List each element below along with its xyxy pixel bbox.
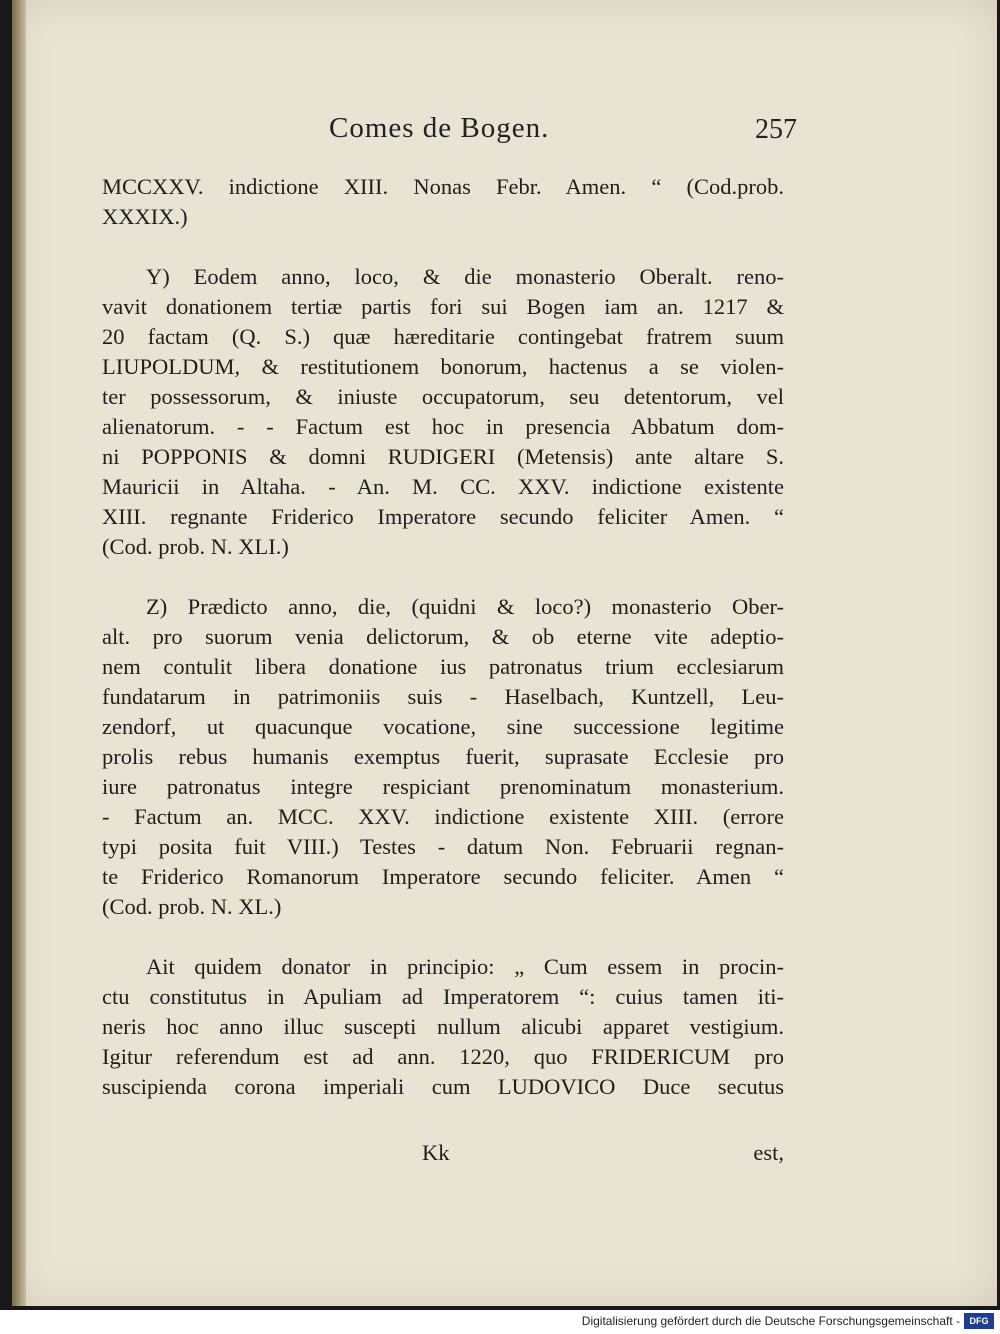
digitization-credit: Digitalisierung gefördert durch die Deutsche Forschungsgemeinschaft - xyxy=(581,1314,960,1328)
catchword: est, xyxy=(753,1140,784,1165)
paragraph-p3 xyxy=(102,592,784,922)
dfg-logo: DFG xyxy=(964,1313,994,1329)
body-text xyxy=(102,172,784,1102)
text-line: Igitur referendum est ad ann. 1220, quo FRIDERICUM pro xyxy=(102,1044,784,1069)
text-line: neris hoc anno illuc suscepti nullum alicubi apparet vestigium. xyxy=(102,1014,784,1039)
text-line: Mauricii in Altaha. - An. M. CC. XXV. indictione existente xyxy=(102,474,784,499)
text-line: ctu constitutus in Apuliam ad Imperatorem “: cuius tamen iti- xyxy=(102,984,784,1009)
book-page xyxy=(12,0,997,1306)
text-line: prolis rebus humanis exemptus fuerit, suprasate Ecclesie pro xyxy=(102,744,784,769)
text-line: Y) Eodem anno, loco, & die monasterio Oberalt. reno- xyxy=(146,264,784,289)
text-line: LIUPOLDUM, & restitutionem bonorum, hactenus a se violen- xyxy=(102,354,784,379)
text-line: MCCXXV. indictione XIII. Nonas Febr. Amen. “ (Cod.prob. xyxy=(102,174,784,199)
signature-mark: Kk xyxy=(422,1140,450,1165)
text-line: ter possessorum, & iniuste occupatorum, seu detentorum, vel xyxy=(102,384,784,409)
text-line: 20 factam (Q. S.) quæ hæreditarie contingebat fratrem suum xyxy=(102,324,784,349)
paragraph-p4 xyxy=(102,952,784,1102)
text-line: XIII. regnante Friderico Imperatore secundo feliciter Amen. “ xyxy=(102,504,784,529)
text-line: (Cod. prob. N. XL.) xyxy=(102,894,282,919)
text-line: nem contulit libera donatione ius patronatus trium ecclesiarum xyxy=(102,654,784,679)
running-title: Comes de Bogen. xyxy=(329,112,550,144)
text-line: alienatorum. - - Factum est hoc in presencia Abbatum dom- xyxy=(102,414,784,439)
page-header xyxy=(107,112,797,152)
text-line: iure patronatus integre respiciant prenominatum monasterium. xyxy=(102,774,784,799)
page-footer xyxy=(102,1140,784,1170)
page-number: 257 xyxy=(755,114,797,145)
paragraph-p1 xyxy=(102,172,784,232)
text-line: (Cod. prob. N. XLI.) xyxy=(102,534,289,559)
text-line: typi posita fuit VIII.) Testes - datum Non. Februarii regnan- xyxy=(102,834,784,859)
paragraph-p2 xyxy=(102,262,784,562)
text-line: te Friderico Romanorum Imperatore secundo feliciter. Amen “ xyxy=(102,864,784,889)
credit-bar xyxy=(0,1310,1000,1334)
text-line: Ait quidem donator in principio: „ Cum essem in procin- xyxy=(146,954,784,979)
text-line: Z) Prædicto anno, die, (quidni & loco?) monasterio Ober- xyxy=(146,594,784,619)
text-line: alt. pro suorum venia delictorum, & ob eterne vite adeptio- xyxy=(102,624,784,649)
text-line: XXXIX.) xyxy=(102,204,188,229)
text-line: fundatarum in patrimoniis suis - Haselbach, Kuntzell, Leu- xyxy=(102,684,784,709)
page-gutter-edge xyxy=(12,0,26,1306)
text-line: suscipienda corona imperiali cum LUDOVICO Duce secutus xyxy=(102,1074,784,1099)
text-line: ni POPPONIS & domni RUDIGERI (Metensis) ante altare S. xyxy=(102,444,784,469)
text-line: zendorf, ut quacunque vocatione, sine successione legitime xyxy=(102,714,784,739)
text-line: - Factum an. MCC. XXV. indictione existente XIII. (errore xyxy=(102,804,784,829)
text-line: vavit donationem tertiæ partis fori sui Bogen iam an. 1217 & xyxy=(102,294,784,319)
